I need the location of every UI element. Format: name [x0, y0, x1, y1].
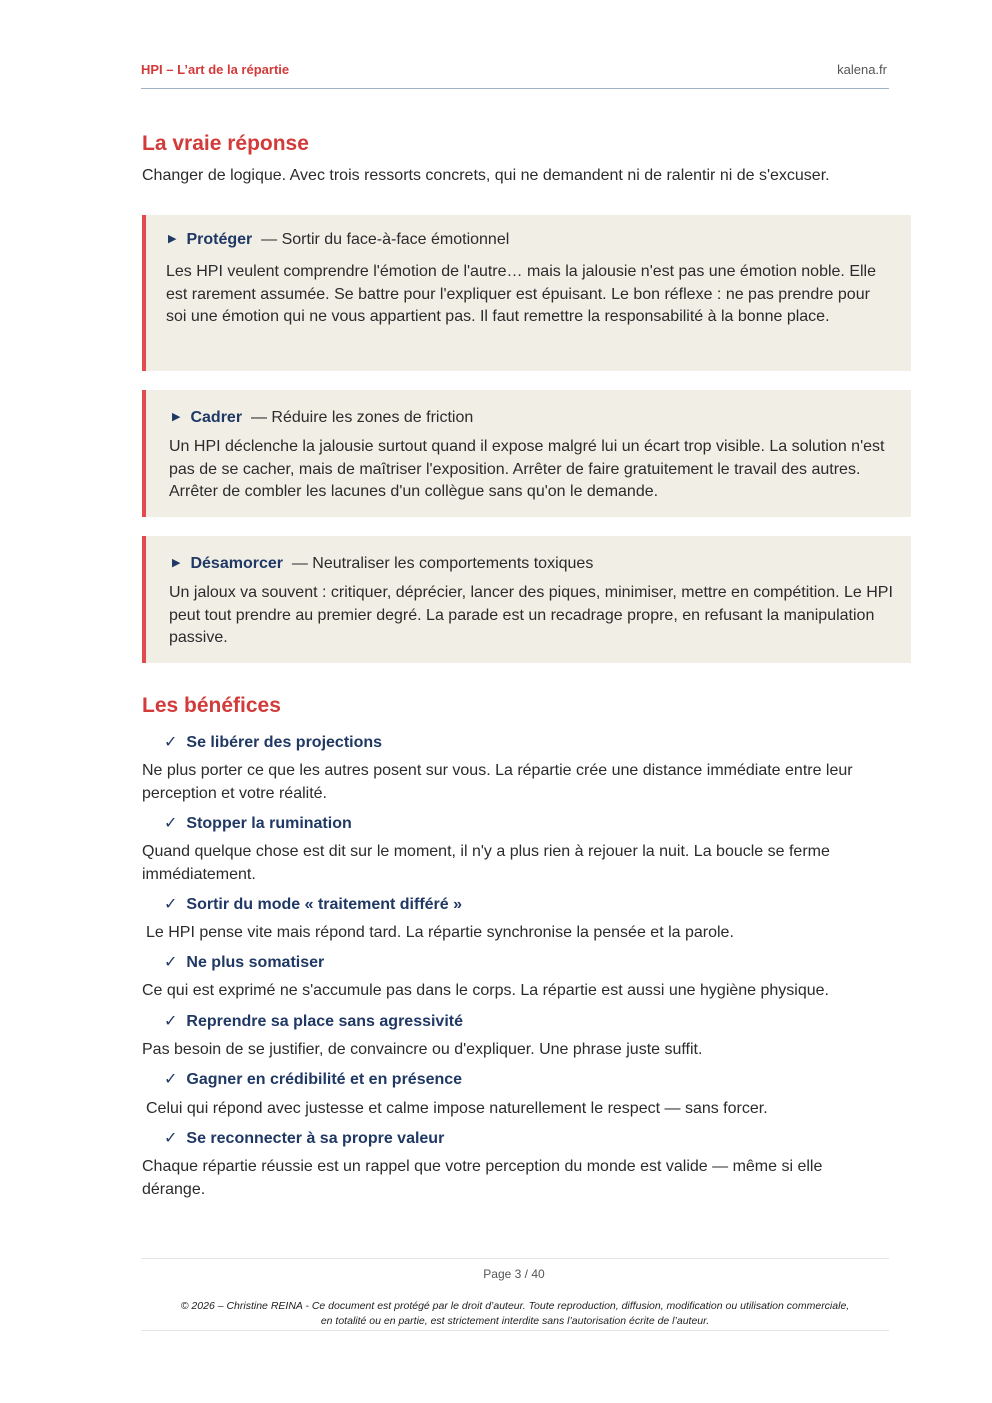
- section-heading-vraie-reponse: La vraie réponse: [142, 132, 309, 155]
- benefit-title: [164, 1011, 463, 1031]
- benefit-text: Ce qui est exprimé ne s'accumule pas dans le corps. La répartie est aussi une hygiène physique.: [142, 982, 829, 999]
- benefit-title-text: Se libérer des projections: [186, 734, 383, 751]
- benefit-title-text: Sortir du mode « traitement différé »: [186, 896, 463, 913]
- benefit-title: [164, 813, 352, 833]
- card-body: Un HPI déclenche la jalousie surtout quand il expose malgré lui un écart trop visible. La solution n'est pas de se cacher, mais de maîtriser l'exposition. Arrêter de faire gratuitement le travail des autres. Arrêter de combler les lacunes d'un collègue sans qu'on le demande.: [169, 438, 885, 501]
- checkmark-icon: ✓: [164, 734, 178, 751]
- card-proteger: [142, 215, 911, 371]
- footer-divider: [141, 1258, 889, 1259]
- card-title: Protéger: [186, 231, 253, 248]
- card-subtitle: — Réduire les zones de friction: [250, 409, 474, 426]
- card-body: Les HPI veulent comprendre l'émotion de l'autre… mais la jalousie n'est pas une émotion noble. Elle est rarement assumée. Se battre pour l'expliquer est épuisant. Le bon réflexe : ne pas prendre pour soi une émotion qui ne vous appartient pas. Il faut remettre la responsabilité à la bonne place.: [166, 263, 876, 326]
- benefit-title: [164, 1128, 444, 1148]
- benefit-text: Pas besoin de se justifier, de convaincre ou d'expliquer. Une phrase juste suffit.: [142, 1041, 703, 1058]
- card-title: Désamorcer: [190, 555, 283, 572]
- benefit-title: [164, 1069, 462, 1089]
- card-title: Cadrer: [190, 409, 243, 426]
- section-heading-benefices: Les bénéfices: [142, 694, 281, 717]
- benefit-title-text: Se reconnecter à sa propre valeur: [186, 1130, 445, 1147]
- benefit-title: [164, 732, 382, 752]
- checkmark-icon: ✓: [164, 815, 178, 832]
- benefit-title-text: Ne plus somatiser: [186, 954, 325, 971]
- benefit-title-text: Reprendre sa place sans agressivité: [186, 1013, 463, 1030]
- checkmark-icon: ✓: [164, 954, 178, 971]
- checkmark-icon: ✓: [164, 1013, 178, 1030]
- copyright-notice: [141, 1299, 889, 1331]
- card-body: Un jaloux va souvent : critiquer, déprécier, lancer des piques, minimiser, mettre en compétition. Le HPI peut tout prendre au premier degré. La parade est un recadrage propre, en refusant la manipulation passive.: [169, 584, 893, 647]
- document-title: HPI – L’art de la répartie: [141, 62, 290, 77]
- benefit-text: Celui qui répond avec justesse et calme impose naturellement le respect — sans forcer.: [146, 1100, 768, 1117]
- card-cadrer: [142, 390, 911, 517]
- checkmark-icon: ✓: [164, 896, 178, 913]
- checkmark-icon: ✓: [164, 1071, 178, 1088]
- copyright-line-2: en totalité ou en partie, est strictement interdite sans l’autorisation écrite de l’auteur.: [320, 1315, 710, 1327]
- benefit-title-text: Stopper la rumination: [186, 815, 352, 832]
- benefit-title: [164, 952, 324, 972]
- page-header: [141, 58, 889, 89]
- card-title-row: [168, 231, 509, 249]
- card-subtitle: — Neutraliser les comportements toxiques: [291, 555, 594, 572]
- benefit-text: Le HPI pense vite mais répond tard. La répartie synchronise la pensée et la parole.: [146, 924, 734, 941]
- triangle-bullet-icon: ▶: [168, 233, 177, 245]
- triangle-bullet-icon: ▶: [172, 411, 181, 423]
- card-desamorcer: [142, 536, 911, 663]
- site-name: kalena.fr: [837, 62, 887, 77]
- section-intro: Changer de logique. Avec trois ressorts concrets, qui ne demandent ni de ralentir ni de s'excuser.: [142, 167, 830, 184]
- card-title-row: [172, 555, 593, 573]
- triangle-bullet-icon: ▶: [172, 557, 181, 569]
- benefit-text: Quand quelque chose est dit sur le moment, il n'y a plus rien à rejouer la nuit. La boucle se ferme immédiatement.: [142, 843, 830, 883]
- benefit-text: Chaque répartie réussie est un rappel que votre perception du monde est valide — même si elle dérange.: [142, 1158, 823, 1198]
- checkmark-icon: ✓: [164, 1130, 178, 1147]
- card-title-row: [172, 409, 473, 427]
- page-number: Page 3 / 40: [483, 1267, 545, 1281]
- benefit-text: Ne plus porter ce que les autres posent sur vous. La répartie crée une distance immédiate entre leur perception et votre réalité.: [142, 762, 853, 802]
- card-subtitle: — Sortir du face-à-face émotionnel: [261, 231, 510, 248]
- copyright-line-1: © 2026 – Christine REINA - Ce document est protégé par le droit d’auteur. Toute reproduction, diffusion, modification ou utilisation commerciale,: [180, 1300, 850, 1312]
- benefit-title: [164, 894, 462, 914]
- benefit-title-text: Gagner en crédibilité et en présence: [186, 1071, 463, 1088]
